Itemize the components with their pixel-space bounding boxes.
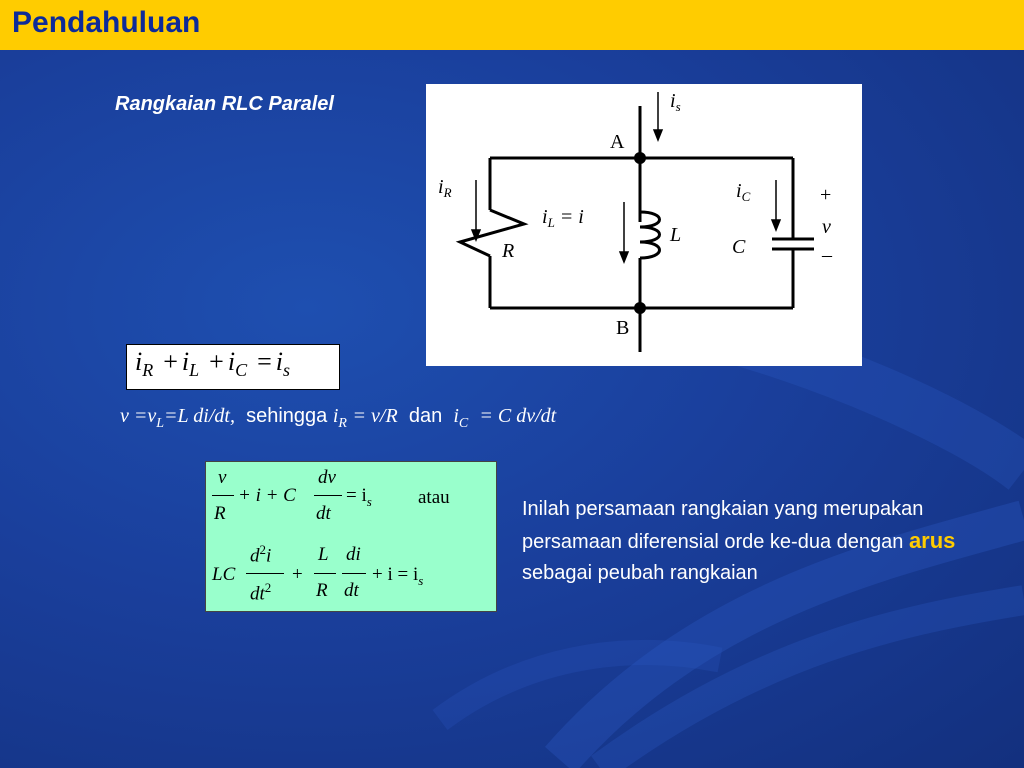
- word-dan: dan: [408, 405, 443, 427]
- eq1-den2: dt: [316, 503, 331, 524]
- source-current-label: $i_s$: [670, 90, 681, 114]
- node-b-dot: [634, 302, 646, 314]
- title-bar: [0, 0, 1024, 50]
- highlight-arus: arus: [908, 528, 956, 553]
- node-a-label: A: [610, 131, 625, 153]
- description-paragraph: Inilah persamaan rangkaian yang merupakan persamaan diferensial orde ke-dua dengan arus sebagai peubah rangkaian: [522, 498, 956, 584]
- rlc-circuit-diagram: [426, 84, 862, 366]
- eq1-den1: R: [214, 503, 226, 524]
- word-atau: atau: [418, 487, 450, 508]
- eq2-num2: L: [318, 544, 329, 565]
- eq2-den3: dt: [344, 580, 359, 601]
- word-sehingga: sehingga: [246, 405, 328, 427]
- node-a-dot: [634, 152, 646, 164]
- eq2-tail: + $i = i_s$: [372, 564, 424, 588]
- page-title: Pendahuluan: [12, 6, 201, 39]
- capacitor-label: C: [732, 236, 746, 258]
- kcl-equation: $i_R + i_L + i_C = i_s$: [126, 344, 340, 390]
- eq2-den2: R: [316, 580, 328, 601]
- resistor-label: R: [502, 240, 515, 262]
- node-b-label: B: [616, 317, 630, 339]
- circuit-wires: [426, 84, 862, 366]
- eq1-num1: v: [218, 467, 227, 488]
- capacitor-current-label: $i_C$: [736, 180, 751, 204]
- eq2-num1: $d^2i$: [250, 542, 272, 567]
- eq2-den1: $dt^2$: [250, 580, 272, 605]
- section-subtitle: Rangkaian RLC Paralel: [115, 93, 334, 115]
- differential-equations-box: [205, 461, 497, 612]
- resistor-current-label: $i_R$: [438, 176, 452, 200]
- voltage-plus-sign: +: [820, 184, 832, 206]
- inductor-label: L: [670, 224, 682, 246]
- eq2-plus: +: [292, 564, 303, 585]
- eq1-mid: + i + C: [238, 485, 296, 506]
- element-relations: $v =v_L=L$ di/dt, sehingga $i_R = v/R$ dan $i_C = C$ dv/dt: [120, 405, 557, 431]
- voltage-minus-sign: –: [822, 244, 832, 266]
- eq1-rhs: = $i_s$: [346, 485, 372, 509]
- inductor-current-label: $i_L = i$: [542, 206, 584, 230]
- eq1-num2: dv: [318, 467, 336, 488]
- eq2-num3: di: [346, 544, 361, 565]
- voltage-label: v: [822, 216, 831, 238]
- eq2-lead: LC: [212, 564, 236, 585]
